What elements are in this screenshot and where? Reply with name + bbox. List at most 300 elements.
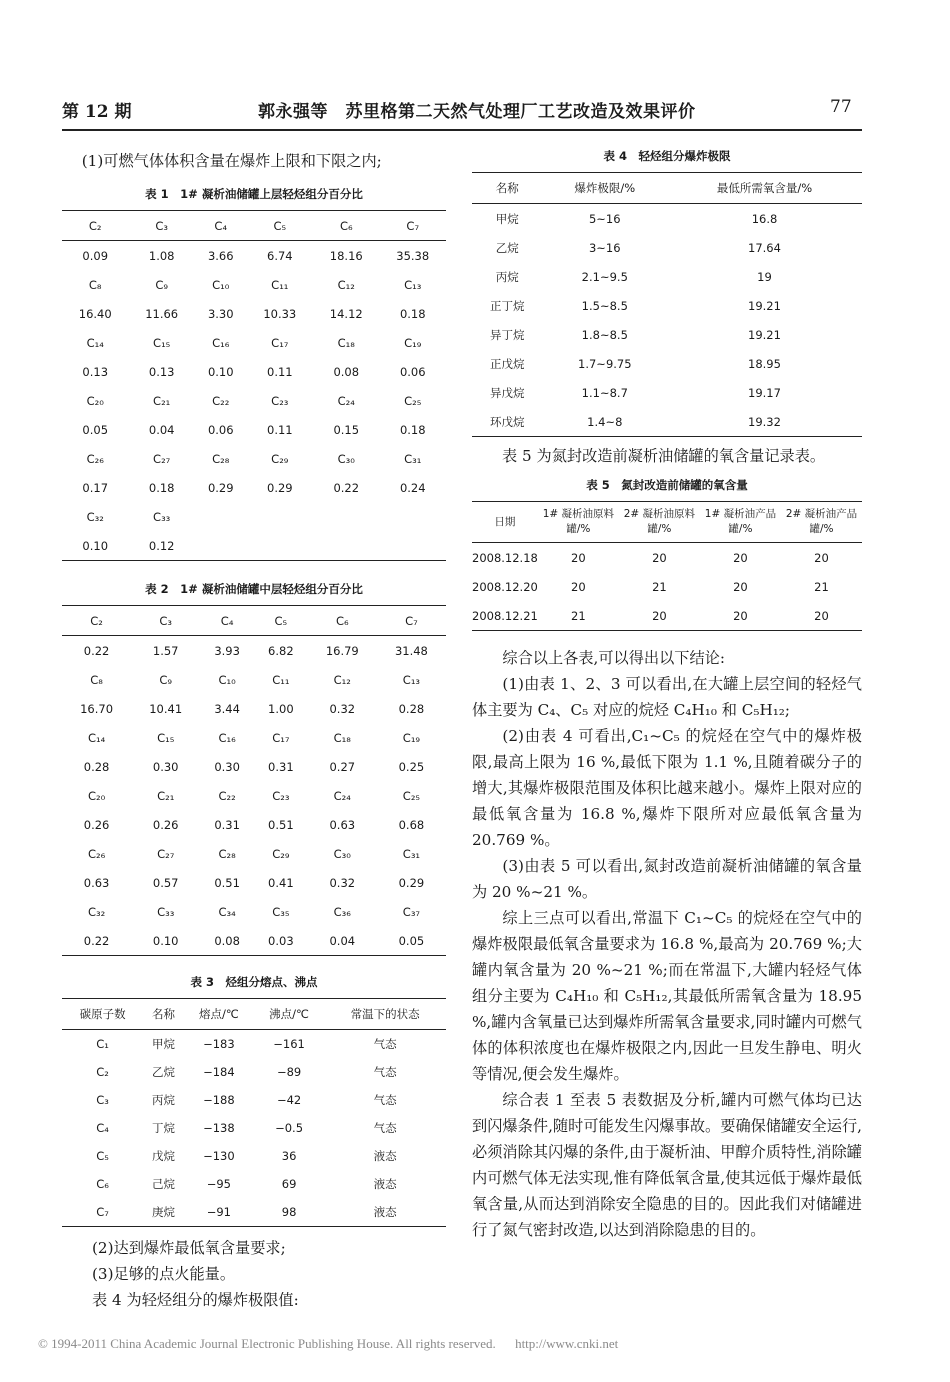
- table-row: [472, 407, 862, 437]
- table-cell: 0.17: [82, 480, 109, 495]
- table-cell: C₇: [406, 218, 420, 233]
- intro-condition-1: (1)可燃气体体积含量在爆炸上限和下限之内;: [81, 152, 382, 170]
- table-cell: 19: [757, 269, 772, 284]
- table-cell: −42: [276, 1093, 302, 1107]
- table-cell: 0.26: [83, 817, 110, 832]
- table-row: [62, 415, 446, 444]
- table-cell: 0.63: [83, 875, 110, 890]
- table-row: [62, 839, 446, 868]
- table-cell: C₂₉: [272, 846, 290, 861]
- table4-caption: 表 4 轻烃组分爆炸极限: [603, 149, 731, 163]
- condition-3: (3)足够的点火能量。: [92, 1265, 236, 1283]
- table-cell: 1.1~8.7: [581, 385, 628, 400]
- table-cell: C₃₄: [218, 904, 236, 919]
- table-row: [62, 1198, 446, 1227]
- condition-2: (2)达到爆炸最低氧含量要求;: [92, 1239, 286, 1257]
- table-cell: 乙烷: [151, 1065, 175, 1079]
- table-cell: 0.04: [329, 933, 356, 948]
- table-cell: 6.74: [267, 248, 293, 263]
- table-cell: 丁烷: [151, 1121, 175, 1135]
- table-cell: C₂: [96, 1065, 109, 1079]
- table-cell: 0.11: [267, 422, 293, 437]
- table-cell: 1.00: [268, 701, 294, 716]
- table-cell: C₁₀: [218, 672, 236, 687]
- table-cell: 0.63: [329, 817, 356, 832]
- table-row: [62, 1142, 446, 1170]
- table-row: [62, 502, 446, 531]
- table-cell: C₂: [88, 218, 102, 233]
- table-cell: [379, 502, 446, 531]
- table-cell: C₆: [335, 613, 349, 628]
- table-cell: −0.5: [275, 1121, 304, 1135]
- table-cell: 0.51: [268, 817, 294, 832]
- table-cell: 20: [571, 550, 586, 565]
- table-cell: 0.13: [82, 364, 109, 379]
- table-cell: 0.57: [152, 875, 179, 890]
- summary-paragraph: 综上三点可以看出,常温下 C₁~C₅ 的烷烃在空气中的爆炸极限最低氧含量要求为 16.8 %,最高为 20.769 %;大罐内氧含量为 20 %~21 %;而在常温下,大罐内轻烃气体组分主要为 C₄H₁₀ 和 C₅H₁₂,其最低所需氧含量为 18.95 %,罐内含氧量已达到爆炸所需氧含量要求,同时罐内可燃气体的体积浓度也在爆炸极限之内,因此一旦发生静电、明火等情况,便会发生爆炸。: [472, 909, 862, 1083]
- table-cell: 庚烷: [151, 1205, 175, 1219]
- table-row: [62, 328, 446, 357]
- table-cell: C₂₉: [271, 451, 289, 466]
- table-cell: C₁₉: [404, 335, 422, 350]
- journal-issue: 第 12 期: [62, 102, 132, 122]
- table-cell: 16.40: [78, 306, 112, 321]
- table-row: [62, 665, 446, 694]
- table-cell: 环戊烷: [490, 414, 525, 429]
- table-cell: 3.66: [207, 248, 234, 263]
- table-cell: 0.30: [152, 759, 179, 774]
- table-cell: 1.5~8.5: [581, 298, 628, 313]
- table-row: [472, 601, 862, 631]
- table-cell: 0.18: [148, 480, 175, 495]
- table-cell: C₁₂: [333, 672, 351, 687]
- table1-caption: 表 1 1# 凝析油储罐上层轻烃组分百分比: [145, 187, 363, 201]
- table-cell: 气态: [373, 1037, 397, 1051]
- table-row: [62, 810, 446, 839]
- table-row: [62, 386, 446, 415]
- table-cell: C₁₁: [271, 277, 289, 292]
- table-cell: C₃₇: [402, 904, 421, 919]
- table-row: [62, 636, 446, 666]
- table-cell: 0.10: [207, 364, 234, 379]
- column-header: 常温下的状态: [350, 1007, 420, 1021]
- table-cell: C₆: [96, 1177, 109, 1191]
- column-header: 名称: [495, 181, 519, 195]
- table-cell: C₂₄: [337, 393, 355, 408]
- table-cell: 1.7~9.75: [578, 356, 632, 371]
- table-row: [62, 606, 446, 636]
- table-cell: C₂₁: [157, 788, 175, 803]
- table-cell: 0.18: [399, 422, 426, 437]
- table-cell: 0.22: [83, 933, 110, 948]
- table-cell: 0.08: [214, 933, 240, 948]
- table-cell: C₁₄: [86, 335, 104, 350]
- table-header-row: [472, 502, 862, 543]
- table-cell: 0.24: [399, 480, 426, 495]
- table-cell: 异丁烷: [490, 327, 525, 342]
- table-cell: 0.32: [329, 875, 356, 890]
- table-cell: C₂₈: [212, 451, 230, 466]
- table-cell: 18.95: [748, 356, 781, 371]
- table-cell: C₄: [96, 1121, 109, 1135]
- table-row: [472, 543, 862, 573]
- table-cell: 20: [814, 550, 829, 565]
- footer-url[interactable]: http://www.cnki.net: [515, 1336, 619, 1351]
- table-cell: 0.08: [333, 364, 360, 379]
- table-cell: [247, 531, 313, 561]
- table-cell: 21: [814, 579, 829, 594]
- conclusion-2: (2)由表 4 可看出,C₁~C₅ 的烷烃在空气中的爆炸极限,最高上限为 16 %,最低下限为 1.1 %,且随着碳分子的增大,其爆炸极限范围及体积比越来越小。爆炸上限对应的最低氧含量为 16.8 %,爆炸下限所对应最低氧含量为 20.769 %。: [472, 727, 862, 849]
- table-cell: 己烷: [151, 1177, 175, 1191]
- column-header: 1# 凝析油原料罐/%: [542, 508, 615, 535]
- table-cell: 液态: [373, 1177, 397, 1191]
- table-cell: 0.27: [329, 759, 356, 774]
- conclusion-3: (3)由表 5 可以看出,氮封改造前凝析油储罐的氧含量为 20 %~21 %。: [472, 857, 862, 901]
- table-cell: 14.12: [329, 306, 363, 321]
- table-cell: C₈: [90, 672, 103, 687]
- table-cell: 20: [733, 608, 748, 623]
- table-cell: 20: [652, 550, 667, 565]
- table-cell: C₃₁: [402, 846, 421, 861]
- table-header-row: [62, 999, 446, 1030]
- table-row: [62, 694, 446, 723]
- table-cell: C₁₀: [212, 277, 230, 292]
- table-cell: 17.64: [748, 240, 781, 255]
- table-cell: 5~16: [588, 211, 621, 226]
- table-cell: C₇: [96, 1205, 109, 1219]
- table-cell: 21: [652, 579, 667, 594]
- table1: [62, 210, 446, 561]
- table-cell: 0.13: [148, 364, 175, 379]
- table-row: [62, 211, 446, 241]
- table-cell: C₄: [214, 218, 228, 233]
- conclusion-intro: 综合以上各表,可以得出以下结论:: [502, 649, 725, 667]
- table-cell: [313, 502, 379, 531]
- table-cell: 69: [281, 1177, 297, 1191]
- table-row: [62, 897, 446, 926]
- table-cell: 2008.12.18: [472, 550, 538, 565]
- header-rule: [62, 129, 862, 131]
- table-cell: 98: [281, 1205, 297, 1219]
- table-cell: 3.30: [207, 306, 234, 321]
- table-cell: 2008.12.21: [472, 608, 538, 623]
- table-cell: 0.05: [82, 422, 109, 437]
- table-cell: C₂: [90, 613, 103, 628]
- table-cell: C₁₁: [272, 672, 290, 687]
- table-cell: 正丁烷: [490, 298, 525, 313]
- table-row: [62, 1086, 446, 1114]
- table-cell: C₂₀: [87, 788, 106, 803]
- table-row: [62, 299, 446, 328]
- column-header: 1# 凝析油产品罐/%: [704, 508, 777, 535]
- table-cell: 2.1~9.5: [581, 269, 628, 284]
- table-cell: 0.03: [268, 933, 294, 948]
- table-cell: −188: [203, 1093, 235, 1107]
- table-row: [62, 1114, 446, 1142]
- table-row: [472, 233, 862, 262]
- table-cell: C₂₃: [272, 788, 290, 803]
- table-cell: C₃₃: [153, 509, 171, 524]
- table-cell: 16.70: [80, 701, 114, 716]
- table-cell: C₂₁: [153, 393, 171, 408]
- table-row: [62, 781, 446, 810]
- column-header: 沸点/℃: [269, 1007, 309, 1021]
- column-header: 碳原子数: [79, 1007, 126, 1021]
- table-cell: C₃₅: [272, 904, 290, 919]
- table-cell: C₁₆: [218, 730, 236, 745]
- table-cell: C₃: [155, 218, 168, 233]
- table-cell: 0.29: [398, 875, 425, 890]
- table-cell: 3.44: [214, 701, 240, 716]
- table-cell: 16.79: [325, 643, 359, 658]
- table-cell: 甲烷: [495, 211, 519, 226]
- table-row: [472, 378, 862, 407]
- table-cell: C₂₀: [86, 393, 104, 408]
- table-cell: 0.51: [214, 875, 240, 890]
- table-cell: C₂₆: [87, 846, 106, 861]
- table-cell: C₃₁: [404, 451, 422, 466]
- table-row: [62, 357, 446, 386]
- table-cell: C₃₃: [157, 904, 175, 919]
- table-cell: 19.32: [748, 414, 781, 429]
- table-cell: 3~16: [588, 240, 621, 255]
- table-cell: 19.21: [748, 327, 781, 342]
- table-cell: C₁₃: [402, 672, 421, 687]
- table-cell: 气态: [373, 1093, 397, 1107]
- table-cell: 0.32: [329, 701, 356, 716]
- table-cell: C₄: [220, 613, 234, 628]
- table-cell: 0.31: [268, 759, 294, 774]
- table-cell: 0.29: [207, 480, 234, 495]
- table-cell: C₇: [405, 613, 418, 628]
- table-cell: C₁₈: [333, 730, 351, 745]
- table-cell: 0.18: [399, 306, 426, 321]
- table-cell: 0.06: [399, 364, 426, 379]
- table-row: [472, 204, 862, 234]
- table3-caption: 表 3 烃组分熔点、沸点: [190, 975, 318, 989]
- table-cell: 0.09: [82, 248, 109, 263]
- table-cell: 10.33: [263, 306, 297, 321]
- table4: [472, 172, 862, 437]
- table-row: [62, 926, 446, 956]
- table-cell: 0.30: [214, 759, 240, 774]
- table-cell: [379, 531, 446, 561]
- column-header: 名称: [151, 1007, 175, 1021]
- table-cell: C₃₆: [333, 904, 351, 919]
- table-row: [62, 1058, 446, 1086]
- table-cell: 0.04: [148, 422, 175, 437]
- table-cell: 19.17: [748, 385, 781, 400]
- conclusion-1: (1)由表 1、2、3 可以看出,在大罐上层空间的轻烃气体主要为 C₄、C₅ 对应的烷烃 C₄H₁₀ 和 C₅H₁₂;: [472, 675, 862, 719]
- table-cell: C₈: [88, 277, 102, 292]
- table-cell: C₉: [155, 277, 168, 292]
- table-cell: −130: [203, 1149, 235, 1163]
- table-cell: −161: [273, 1037, 305, 1051]
- table-cell: 10.41: [149, 701, 183, 716]
- column-header: 最低所需氧含量/%: [716, 181, 813, 195]
- table-cell: 31.48: [394, 643, 428, 658]
- table-cell: C₂₇: [157, 846, 175, 861]
- table-cell: 乙烷: [495, 240, 519, 255]
- table-cell: 1.8~8.5: [581, 327, 628, 342]
- table-cell: 11.66: [145, 306, 179, 321]
- table-cell: C₃₂: [86, 509, 104, 524]
- table3: [62, 998, 446, 1227]
- table-cell: [247, 502, 313, 531]
- table-cell: −89: [276, 1065, 302, 1079]
- column-header: 2# 凝析油原料罐/%: [623, 508, 696, 535]
- table-cell: 0.15: [333, 422, 360, 437]
- table-cell: 35.38: [396, 248, 430, 263]
- table-cell: 0.26: [152, 817, 179, 832]
- table2: [62, 605, 446, 956]
- table-cell: C₃₂: [87, 904, 106, 919]
- table-cell: 0.12: [148, 538, 175, 553]
- table-cell: 20: [733, 550, 748, 565]
- table5-caption: 表 5 氮封改造前储罐的氧含量: [586, 478, 748, 492]
- table-cell: 0.22: [83, 643, 110, 658]
- table-cell: 0.41: [268, 875, 294, 890]
- table-cell: −183: [203, 1037, 235, 1051]
- table-row: [472, 320, 862, 349]
- table-cell: 0.25: [398, 759, 425, 774]
- table-cell: −91: [206, 1205, 231, 1219]
- table-cell: C₅: [273, 218, 287, 233]
- table-cell: 正戊烷: [490, 356, 525, 371]
- table-row: [62, 868, 446, 897]
- table-cell: C₂₃: [271, 393, 289, 408]
- table-row: [472, 291, 862, 320]
- table-cell: 20: [571, 579, 586, 594]
- table-cell: 1.57: [152, 643, 179, 658]
- table-cell: C₅: [96, 1149, 109, 1163]
- table2-caption: 表 2 1# 凝析油储罐中层轻烃组分百分比: [145, 582, 363, 596]
- copyright-text: © 1994-2011 China Academic Journal Electronic Publishing House. All rights reserved.: [38, 1336, 496, 1351]
- table-cell: 0.28: [83, 759, 110, 774]
- table-cell: C₂₂: [212, 393, 230, 408]
- table-cell: C₂₄: [333, 788, 351, 803]
- table-cell: C₃: [96, 1093, 109, 1107]
- footer: [0, 1336, 950, 1352]
- table-cell: −138: [203, 1121, 235, 1135]
- table-cell: C₁₆: [212, 335, 230, 350]
- table-cell: 0.68: [398, 817, 425, 832]
- table-cell: 0.29: [267, 480, 293, 495]
- table-row: [472, 349, 862, 378]
- table-cell: 0.05: [398, 933, 425, 948]
- table-cell: 液态: [373, 1205, 397, 1219]
- table-cell: C₅: [274, 613, 288, 628]
- table-cell: C₂₅: [404, 393, 422, 408]
- table-cell: C₁₃: [404, 277, 422, 292]
- table-cell: 2008.12.20: [472, 579, 538, 594]
- table-row: [62, 723, 446, 752]
- table-cell: 0.06: [207, 422, 234, 437]
- table-cell: 20: [814, 608, 829, 623]
- right-column: [472, 148, 862, 1243]
- table-cell: 3.93: [214, 643, 240, 658]
- left-column: [62, 148, 446, 1313]
- table-cell: C₂₇: [153, 451, 171, 466]
- table-cell: −95: [206, 1177, 231, 1191]
- table-cell: C₂₂: [218, 788, 236, 803]
- conclusions: [472, 645, 862, 1243]
- page-number: 77: [830, 97, 852, 117]
- table-cell: [195, 531, 247, 561]
- table-cell: 18.16: [329, 248, 363, 263]
- table-row: [62, 1030, 446, 1059]
- table-cell: 19.21: [748, 298, 781, 313]
- table-cell: 液态: [373, 1149, 397, 1163]
- table-cell: 21: [571, 608, 586, 623]
- table-cell: C₂₆: [86, 451, 104, 466]
- table-cell: 1.4~8: [587, 414, 623, 429]
- table-cell: C₁₄: [87, 730, 106, 745]
- table-cell: C₁₅: [153, 335, 171, 350]
- table-row: [62, 473, 446, 502]
- table-cell: 戊烷: [151, 1149, 175, 1163]
- table-cell: 气态: [373, 1065, 397, 1079]
- table-cell: 0.28: [398, 701, 425, 716]
- table-cell: C₁₇: [271, 335, 289, 350]
- table4-intro: 表 4 为轻烃组分的爆炸极限值:: [92, 1291, 299, 1309]
- table-cell: 6.82: [268, 643, 294, 658]
- table5: [472, 501, 862, 631]
- table-cell: C₂₈: [218, 846, 236, 861]
- table-row: [62, 241, 446, 271]
- table-cell: C₁₇: [272, 730, 290, 745]
- table-cell: C₁: [96, 1037, 109, 1051]
- table-cell: [313, 531, 379, 561]
- table-cell: C₉: [159, 672, 172, 687]
- table-cell: 0.10: [82, 538, 109, 553]
- table-cell: C₁₈: [337, 335, 355, 350]
- table-cell: C₂₅: [402, 788, 421, 803]
- final-paragraph: 综合表 1 至表 5 表数据及分析,罐内可燃气体均已达到闪爆条件,随时可能发生闪爆事故。要确保储罐安全运行,必须消除其闪爆的条件,由于凝析油、甲醇介质特性,消除罐内可燃气体无法实现,惟有降低氧含量,使其远低于爆炸最低氧含量,从而达到消除安全隐患的目的。因此我们对储罐进行了氮气密封改造,以达到消除隐患的目的。: [472, 1091, 862, 1239]
- table-cell: 0.10: [152, 933, 179, 948]
- table5-intro: 表 5 为氮封改造前凝析油储罐的氧含量记录表。: [502, 447, 826, 465]
- table-cell: 1.08: [148, 248, 175, 263]
- table-cell: C₆: [339, 218, 353, 233]
- table-cell: 丙烷: [151, 1093, 175, 1107]
- table-cell: 0.11: [267, 364, 293, 379]
- table-row: [62, 270, 446, 299]
- table-cell: 20: [733, 579, 748, 594]
- table-row: [62, 752, 446, 781]
- column-header: 2# 凝析油产品罐/%: [785, 508, 858, 535]
- table-cell: C₃₀: [333, 846, 351, 861]
- table-cell: 异戊烷: [490, 385, 525, 400]
- table-cell: [195, 502, 247, 531]
- table-cell: C₃₀: [337, 451, 355, 466]
- table-cell: 36: [281, 1149, 297, 1163]
- table-cell: 0.22: [333, 480, 360, 495]
- table-row: [472, 262, 862, 291]
- table-cell: C₁₅: [157, 730, 175, 745]
- table-cell: −184: [203, 1065, 235, 1079]
- table-cell: C₁₉: [402, 730, 421, 745]
- table-row: [472, 572, 862, 601]
- table-cell: C₃: [159, 613, 172, 628]
- table-cell: 20: [652, 608, 667, 623]
- table-cell: 丙烷: [495, 269, 519, 284]
- table-cell: 甲烷: [151, 1037, 175, 1051]
- table-header-row: [472, 173, 862, 204]
- table-cell: 16.8: [751, 211, 778, 226]
- table-row: [62, 1170, 446, 1198]
- table-cell: 气态: [373, 1121, 397, 1135]
- column-header: 日期: [494, 515, 516, 528]
